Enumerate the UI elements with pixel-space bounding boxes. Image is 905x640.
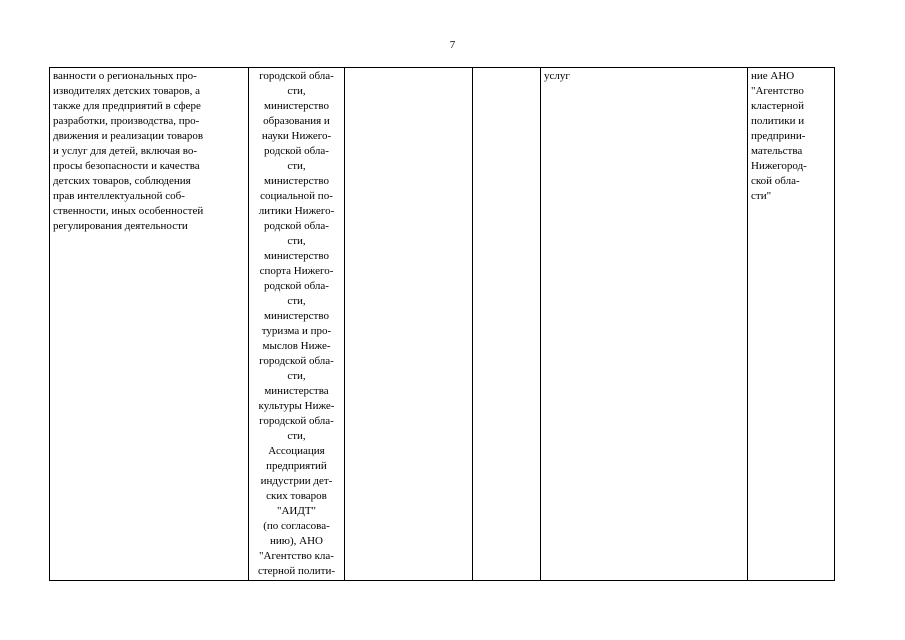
cell-description-text: ванности о региональных про- изводителях детских товаров, а также для предприятий в сфере разработки, производства, про- движения и реализации товаров и услуг для детей, включая во- просы безопасности и качества детских товаров, соблюдения прав интеллектуальной соб- ственности, иных особенностей регулирования деятельности	[53, 70, 204, 232]
cell-result-text: услуг	[544, 70, 570, 82]
document-table	[49, 67, 835, 581]
page-number: 7	[449, 39, 456, 51]
cell-executors-text: городской обла- сти, министерство образования и науки Нижего- родской обла- сти, министерство социальной по- литики Нижего- родской обла- сти, министерство спорта Нижего- родской обла- сти, министерство туризма и про- мыслов Ниже- городской обла- сти, министерства культуры Ниже- городской обла- сти, Ассоциация предприятий индустрии дет- ских товаров "АИДТ" (по согласова- нию), АНО "Агентство кла- стерной полити-	[257, 70, 336, 577]
table-cell-responsible	[748, 68, 835, 581]
table-cell-empty-1	[345, 68, 473, 581]
table-cell-executors	[249, 68, 345, 581]
table-cell-empty-2	[473, 68, 541, 581]
cell-responsible-text: ние АНО "Агентство кластерной политики и предприни- мательства Нижегород- ской обла- сти"	[751, 70, 807, 202]
table-cell-result	[541, 68, 748, 581]
table-cell-description	[50, 68, 249, 581]
table-row	[50, 68, 835, 581]
